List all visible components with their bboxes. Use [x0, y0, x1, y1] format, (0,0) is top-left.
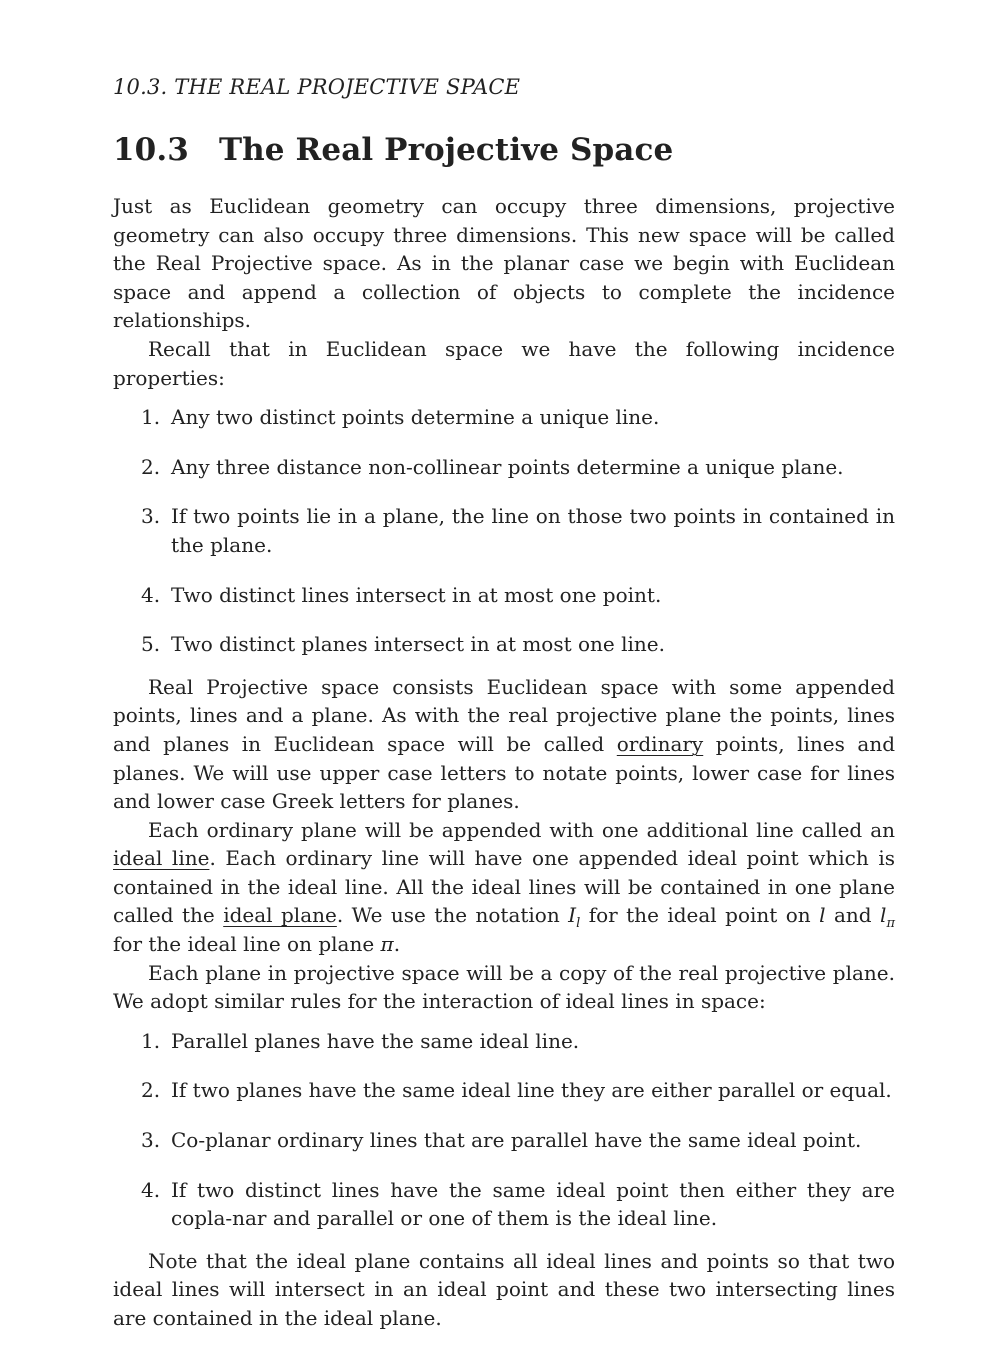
ideal-paragraph — [113, 816, 895, 959]
term-ordinary: ordinary — [616, 731, 704, 756]
list-item-text: Any three distance non-collinear points determine a unique plane. — [171, 454, 844, 479]
list-item — [113, 630, 895, 659]
text-span: for the ideal point on — [580, 903, 820, 928]
text-span: . — [393, 932, 401, 957]
text-span: and — [825, 903, 881, 928]
list-marker: 2. — [141, 454, 161, 479]
list-item-text: If two points lie in a plane, the line on those two points in contained in the plane. — [171, 504, 895, 557]
list-marker: 5. — [141, 632, 161, 657]
list-item — [113, 1076, 895, 1105]
list-item-text: Co-planar ordinary lines that are parallel have the same ideal point. — [171, 1128, 862, 1153]
term-ideal-plane: ideal plane — [223, 903, 337, 928]
real-projective-paragraph — [113, 673, 895, 816]
math-l: l — [880, 903, 887, 928]
term-ideal-line: ideal line — [113, 846, 210, 871]
note-paragraph: Note that the ideal plane contains all ideal lines and points so that two ideal lines will intersect in an ideal point and these two intersecting lines are contained in the ideal plane. — [113, 1248, 895, 1330]
ideal-rules-list — [113, 1027, 895, 1233]
copy-paragraph: Each plane in projective space will be a copy of the real projective plane. We adopt similar rules for the interaction of ideal lines in space: — [113, 960, 895, 1014]
incidence-properties-list — [113, 403, 895, 659]
math-symbol-l-pi — [880, 903, 895, 932]
list-marker: 1. — [141, 1028, 161, 1053]
list-item-text: If two distinct lines have the same ideal point then either they are copla-nar and parallel or one of them is the ideal line. — [171, 1177, 895, 1231]
running-head: 10.3. THE REAL PROJECTIVE SPACE — [113, 75, 521, 99]
list-item-text: Two distinct lines intersect in at most one point. — [171, 582, 662, 607]
list-item-text: Two distinct planes intersect in at most one line. — [171, 632, 665, 657]
math-symbol-I — [568, 903, 581, 932]
text-span: . We use the notation — [336, 903, 569, 928]
list-item — [113, 1176, 895, 1233]
text-span: for the ideal line on plane — [113, 932, 381, 957]
section-number: 10.3 — [113, 132, 189, 168]
list-item-text: If two planes have the same ideal line they are either parallel or equal. — [171, 1078, 892, 1103]
math-symbol-l: l — [819, 903, 826, 928]
text-span: points, lines and planes. We will use upper case letters to notate points, lower case for lines and lower case Greek letters for planes. — [113, 731, 896, 814]
intro-paragraph: Just as Euclidean geometry can occupy three dimensions, projective geometry can also occupy three dimensions. This new space will be called the Real Projective space. As in the planar case we begin with Euclidean space and append a collection of objects to complete the incidence relationships. — [113, 194, 895, 333]
section-title-text: The Real Projective Space — [219, 132, 674, 168]
list-item — [113, 1126, 895, 1155]
math-subscript-pi: π — [886, 916, 895, 932]
list-item — [113, 453, 895, 482]
list-marker: 4. — [141, 1177, 161, 1202]
text-span: . Each ordinary line will have one appended ideal point which is contained in the ideal line. All the ideal lines will be contained in one plane called the — [113, 846, 895, 928]
list-marker: 1. — [141, 405, 161, 430]
text-span: Real Projective space consists Euclidean space with some appended points, lines and a plane. As with the real projective plane the points, lines and planes in Euclidean space will be called — [113, 674, 895, 756]
text-span: Each ordinary plane will be appended with one additional line called an — [148, 817, 895, 842]
list-marker: 2. — [141, 1078, 161, 1103]
math-I: I — [568, 903, 577, 928]
math-subscript-l: l — [576, 916, 581, 932]
list-item — [113, 502, 895, 559]
list-item — [113, 581, 895, 610]
list-marker: 3. — [141, 1128, 161, 1153]
list-item — [113, 403, 895, 432]
list-marker: 3. — [141, 504, 161, 529]
list-marker: 4. — [141, 582, 161, 607]
page — [113, 70, 895, 1333]
list-item-text: Parallel planes have the same ideal line. — [171, 1028, 580, 1053]
math-symbol-pi: π — [380, 932, 394, 957]
list-item — [113, 1027, 895, 1056]
recall-paragraph: Recall that in Euclidean space we have the following incidence properties: — [113, 336, 895, 390]
list-item-text: Any two distinct points determine a unique line. — [171, 405, 660, 430]
section-title — [113, 130, 895, 170]
